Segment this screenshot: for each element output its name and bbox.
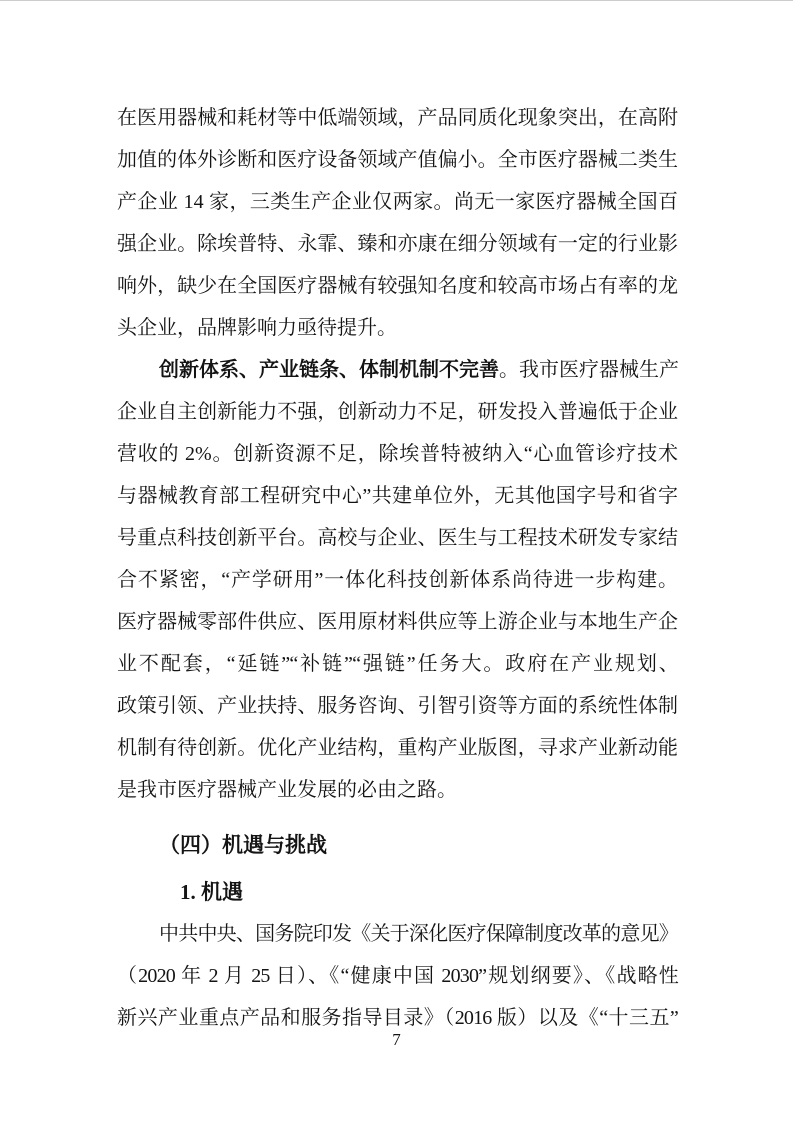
text-line bbox=[117, 97, 678, 139]
text-run: 响外，缺少在全国医疗器械有较强知名度和较高市场占有率的龙 bbox=[117, 275, 678, 297]
text-line bbox=[117, 643, 678, 685]
text-line bbox=[117, 307, 678, 349]
text-run: 在医用器械和耗材等中低端领域，产品同质化现象突出，在高附 bbox=[117, 107, 678, 129]
text-run: 医疗器械零部件供应、医用原材料供应等上游企业与本地生产企 bbox=[117, 611, 678, 633]
text-run: 政策引领、产业扶持、服务咨询、引智引资等方面的系统性体制 bbox=[117, 695, 678, 717]
text-line bbox=[117, 349, 678, 391]
text-run: 合不紧密，“产学研用”一体化科技创新体系尚待进一步构建。 bbox=[117, 569, 678, 591]
text-run: 与器械教育部工程研究中心”共建单位外，无其他国字号和省字 bbox=[117, 485, 678, 507]
text-run: 。我市医疗器械生产 bbox=[499, 359, 679, 381]
text-line bbox=[117, 517, 678, 559]
bold-text-run: （四）机遇与挑战 bbox=[159, 833, 327, 857]
text-line bbox=[117, 955, 678, 997]
text-line bbox=[117, 475, 678, 517]
text-line bbox=[117, 391, 678, 433]
text-run: 强企业。除埃普特、永霏、臻和亦康在细分领域有一定的行业影 bbox=[117, 233, 678, 255]
bold-text-run: 创新体系、产业链条、体制机制不完善 bbox=[159, 359, 499, 381]
text-line bbox=[117, 433, 678, 475]
text-line bbox=[117, 913, 678, 955]
heading-sub bbox=[117, 871, 678, 913]
text-run: 加值的体外诊断和医疗设备领域产值偏小。全市医疗器械二类生 bbox=[117, 149, 678, 171]
text-run: 中共中央、国务院印发《关于深化医疗保障制度改革的意见》 bbox=[159, 923, 678, 945]
text-line bbox=[117, 601, 678, 643]
bold-text-run: 1. 机遇 bbox=[180, 880, 243, 904]
text-run: 号重点科技创新平台。高校与企业、医生与工程技术研发专家结 bbox=[117, 527, 678, 549]
text-run: 头企业，品牌影响力亟待提升。 bbox=[117, 317, 397, 339]
text-run: 新兴产业重点产品和服务指导目录》（2016 版）以及《“十三五” bbox=[117, 1007, 678, 1029]
text-line bbox=[117, 139, 678, 181]
text-line bbox=[117, 727, 678, 769]
text-line bbox=[117, 223, 678, 265]
text-line bbox=[117, 685, 678, 727]
text-run: 营收的 2%。创新资源不足，除埃普特被纳入“心血管诊疗技术 bbox=[117, 443, 678, 465]
text-line bbox=[117, 769, 678, 811]
text-run: 产企业 14 家，三类生产企业仅两家。尚无一家医疗器械全国百 bbox=[117, 191, 678, 213]
heading-section bbox=[117, 824, 678, 866]
text-run: （2020 年 2 月 25 日）、《“健康中国 2030”规划纲要》、《战略性 bbox=[117, 965, 678, 987]
text-run: 业不配套，“延链”“补链”“强链”任务大。政府在产业规划、 bbox=[117, 653, 678, 675]
text-line bbox=[117, 265, 678, 307]
text-run: 企业自主创新能力不强，创新动力不足，研发投入普遍低于企业 bbox=[117, 401, 678, 423]
page-body-text bbox=[117, 97, 678, 1039]
text-run: 机制有待创新。优化产业结构，重构产业版图，寻求产业新动能 bbox=[117, 737, 678, 759]
page-number: 7 bbox=[392, 1030, 401, 1049]
text-line bbox=[117, 559, 678, 601]
text-line bbox=[117, 181, 678, 223]
text-run: 是我市医疗器械产业发展的必由之路。 bbox=[117, 779, 457, 801]
